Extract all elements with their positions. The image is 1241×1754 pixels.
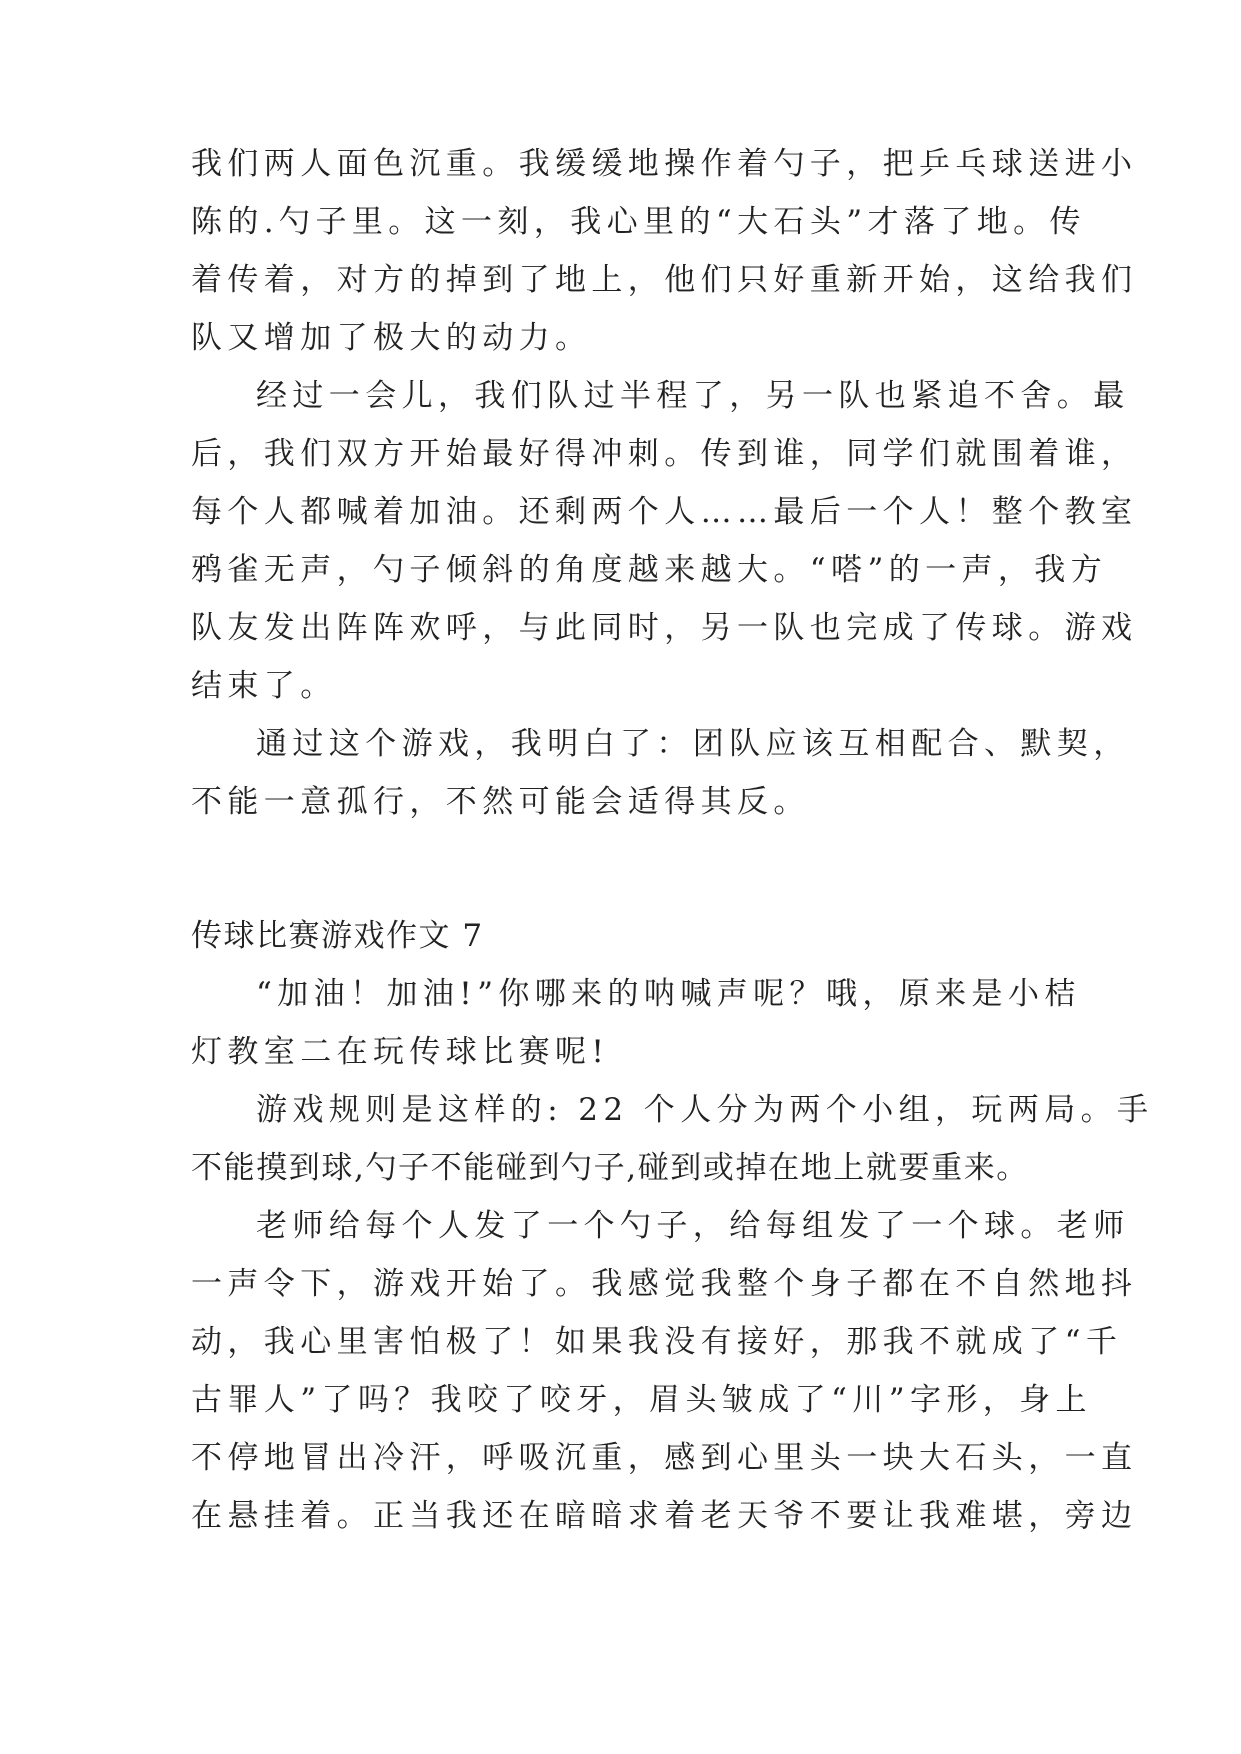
section-heading: 传球比赛游戏作文 7	[191, 918, 484, 954]
text-line: 在悬挂着。正当我还在暗暗求着老天爷不要让我难堪，旁边	[191, 1498, 1138, 1534]
text-line: 不能摸到球,勺子不能碰到勺子,碰到或掉在地上就要重来。	[191, 1150, 1029, 1186]
text-line: 后，我们双方开始最好得冲刺。传到谁，同学们就围着谁，	[191, 436, 1138, 472]
text-line: 队友发出阵阵欢呼，与此同时，另一队也完成了传球。游戏	[191, 610, 1138, 646]
text-line: 灯教室二在玩传球比赛呢!	[191, 1034, 610, 1070]
text-line: 每个人都喊着加油。还剩两个人……最后一个人！整个教室	[191, 494, 1138, 530]
text-line: 经过一会儿，我们队过半程了，另一队也紧追不舍。最	[256, 378, 1130, 414]
text-line: 古罪人”了吗？我咬了咬牙，眉头皱成了“川”字形，身上	[191, 1382, 1092, 1418]
text-line: 不能一意孤行，不然可能会适得其反。	[191, 784, 810, 820]
text-line: 陈的.勺子里。这一刻，我心里的“大石头”才落了地。传	[191, 204, 1086, 240]
text-line: 队又增加了极大的动力。	[191, 320, 592, 356]
text-line: “加油！加油!”你哪来的呐喊声呢？哦，原来是小桔	[256, 976, 1081, 1012]
text-line: 通过这个游戏，我明白了：团队应该互相配合、默契，	[256, 726, 1130, 762]
text-line: 我们两人面色沉重。我缓缓地操作着勺子，把乒乓球送进小	[191, 146, 1138, 182]
text-line: 鸦雀无声，勺子倾斜的角度越来越大。“嗒”的一声，我方	[191, 552, 1108, 588]
text-line: 一声令下，游戏开始了。我感觉我整个身子都在不自然地抖	[191, 1266, 1138, 1302]
text-line: 不停地冒出冷汗，呼吸沉重，感到心里头一块大石头，一直	[191, 1440, 1138, 1476]
text-line: 结束了。	[191, 668, 337, 704]
text-line: 老师给每个人发了一个勺子，给每组发了一个球。老师	[256, 1208, 1130, 1244]
text-line: 着传着，对方的掉到了地上，他们只好重新开始，这给我们	[191, 262, 1138, 298]
text-line: 游戏规则是这样的: 22 个人分为两个小组，玩两局。手	[256, 1092, 1154, 1128]
text-line: 动，我心里害怕极了！如果我没有接好，那我不就成了“千	[191, 1324, 1123, 1360]
